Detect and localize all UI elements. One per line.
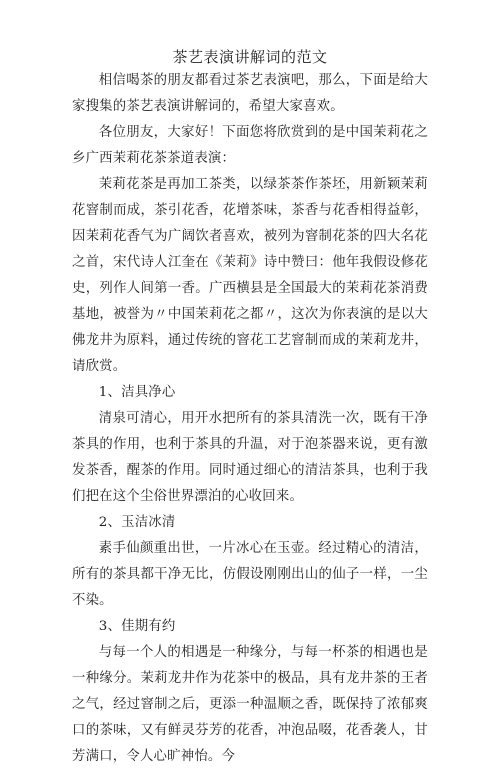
document-body — [72, 68, 428, 770]
document-title: 茶艺表演讲解词的范文 — [172, 48, 328, 66]
greeting-paragraph: 各位朋友，大家好！下面您将欣赏到的是中国茉莉花之乡广西茉莉花茶茶道表演： — [72, 125, 428, 166]
section-paragraph-1: 清泉可清心，用开水把所有的茶具清洗一次，既有干净茶具的作用，也利于茶具的升温，对于泡茶器来说，更有激发茶香，醒茶的作用。同时通过细心的清洁茶具，也利于我们把在这个尘俗世界漂泊的心收回来。 — [72, 411, 428, 504]
intro-paragraph: 相信喝茶的朋友都看过茶艺表演吧，那么，下面是给大家搜集的茶艺表演讲解词的，希望大家喜欢。 — [72, 73, 428, 114]
section-heading-2: 2、玉洁冰清 — [98, 515, 176, 530]
section-heading-3: 3、佳期有约 — [98, 619, 176, 634]
section-paragraph-2: 素手仙颜重出世，一片冰心在玉壶。经过精心的清洁，所有的茶具都干净无比，仿假设刚刚出山的仙子一样，一尘不染。 — [72, 541, 428, 608]
tea-description-paragraph: 茉莉花茶是再加工茶类，以绿茶茶作茶坯，用新颖茉莉花窨制而成，茶引花香，花增茶味，茶香与花香相得益彰，因茉莉花香气为广阔饮者喜欢，被列为窨制花茶的四大名花之首，宋代诗人江奎在《茉莉》诗中赞曰：他年我假设修花史，列作人间第一香。广西横县是全国最大的茉莉花茶消费基地，被誉为〃中国茉莉花之都〃，这次为你表演的是以大佛龙井为原料，通过传统的窨花工艺窨制而成的茉莉龙井，请欣赏。 — [72, 177, 428, 374]
section-heading-1: 1、洁具净心 — [98, 385, 176, 400]
section-paragraph-3: 与每一个人的相遇是一种缘分，与每一杯茶的相遇也是一种缘分。茉莉龙井作为花茶中的极品，具有龙井茶的王者之气，经过窨制之后，更添一种温顺之香，既保持了浓郁爽口的茶味，又有鲜灵芬芳的花香，冲泡品啜，花香袭人，甘芳满口，令人心旷神怡。今 — [72, 645, 428, 764]
